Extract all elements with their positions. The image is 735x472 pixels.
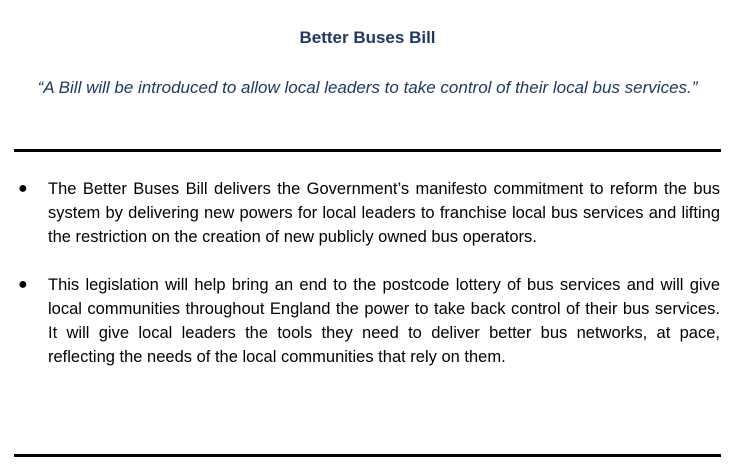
bullet-icon: ● (18, 276, 28, 293)
bottom-divider (14, 454, 721, 457)
bullet-list (0, 177, 735, 393)
bullet-icon: ● (18, 180, 28, 197)
bullet-item-manifesto (0, 177, 735, 249)
top-divider (14, 149, 721, 152)
page-title: Better Buses Bill (299, 28, 436, 47)
bullet-item-legislation (0, 273, 735, 369)
bullet-text: This legislation will help bring an end to the postcode lottery of bus services and will give local communities throughout England the power to take back control of their bus services. It will give local leaders the tools they need to deliver better bus networks, at pace, reflecting the needs of the local communities that rely on them. (48, 276, 720, 366)
intro-quote: “A Bill will be introduced to allow local leaders to take control of their local bus services.” (37, 78, 698, 97)
bullet-text: The Better Buses Bill delivers the Government’s manifesto commitment to reform the bus system by delivering new powers for local leaders to franchise local bus services and lifting the restriction on the creation of new publicly owned bus operators. (48, 180, 720, 246)
